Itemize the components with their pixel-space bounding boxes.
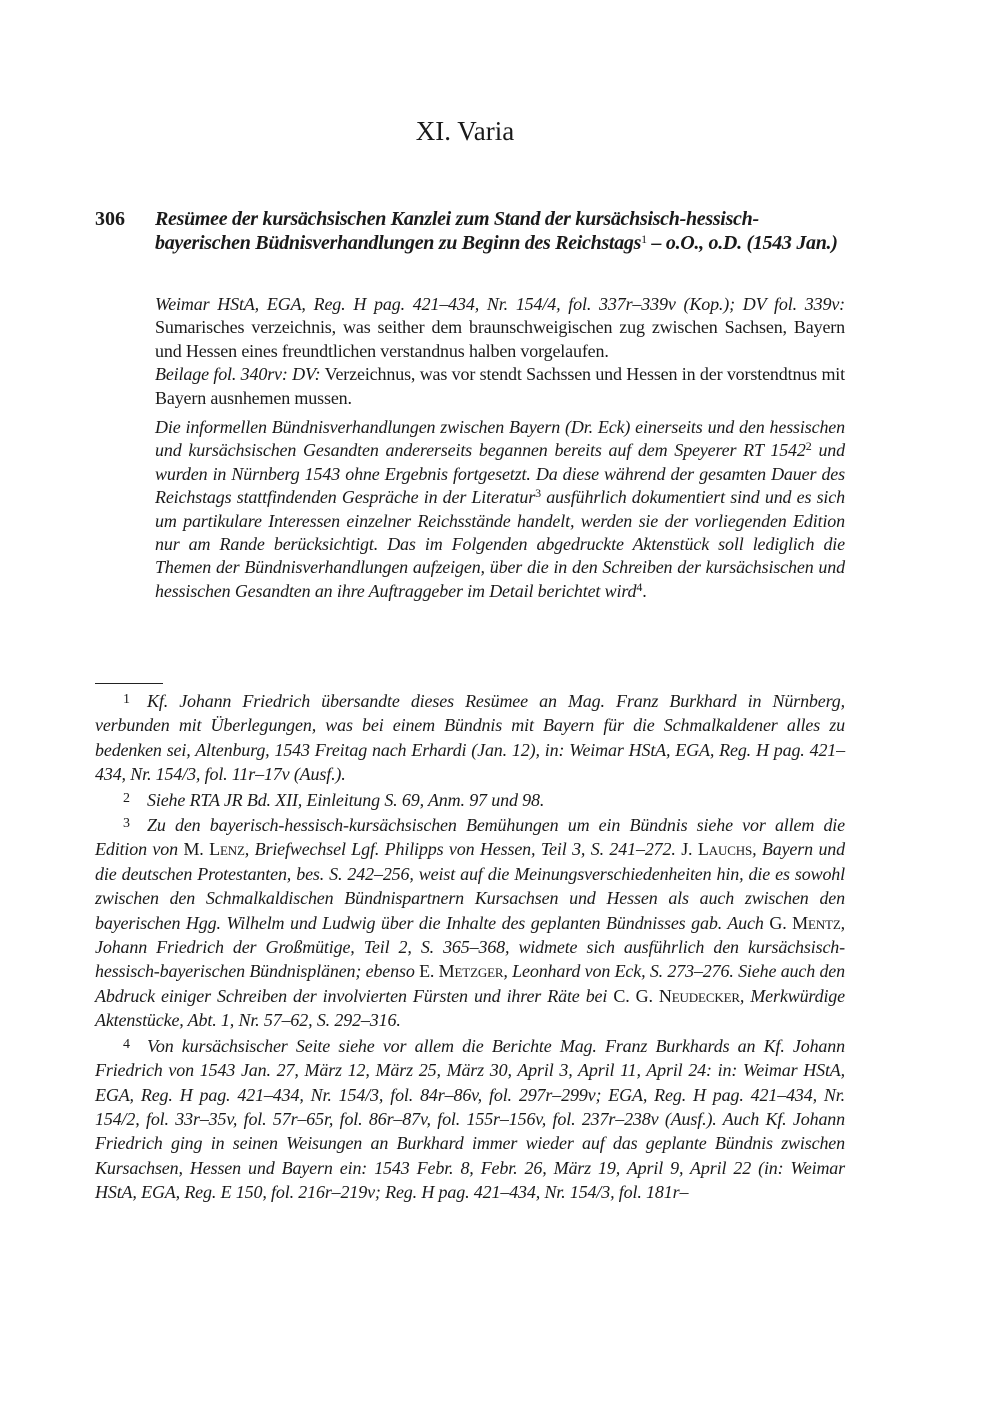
footnote-text: C. G. — [613, 985, 659, 1006]
footnote-text: , Leonhard von Eck, S. 273–276. Siehe auch den Abdruck einiger Schreiben der involvierten Fürsten und ihrer Räte bei — [95, 961, 845, 1006]
beilage-reference — [155, 363, 845, 410]
footnote-text: G. — [769, 912, 793, 933]
title-place-date: – o.O., o.D. (1543 Jan.) — [646, 232, 838, 254]
footnote — [95, 787, 845, 812]
author-name: Lauchs — [697, 839, 753, 860]
title-text: Resümee der kursächsischen Kanzlei zum Stand der kursächsisch-hessisch-bayerischen Büdnisverhandlungen zu Beginn des Reichstags — [155, 208, 759, 254]
footnote-ref[interactable]: 2 — [805, 439, 812, 454]
source-description: Sumarisches verzeichnis, was seither dem braunschweigischen zug zwischen Sachsen, Bayern und Hessen eines freundtlichen verstandnus halben vorgelaufen. — [155, 317, 845, 361]
footnote-number: 4 — [123, 1036, 130, 1052]
intro-text: und wurden in Nürnberg 1543 ohne Ergebnis fortgesetzt. Da diese während der gesamten Dauer des Reichstags stattfindenden Gespräche in der Literatur — [155, 440, 845, 508]
footnote — [95, 688, 845, 787]
footnote-ref[interactable]: 1 — [641, 232, 647, 246]
footnote-text: E. — [419, 961, 439, 982]
author-name: Metzger — [438, 961, 504, 982]
footnote-number: 1 — [123, 692, 130, 707]
source-reference — [155, 293, 845, 363]
footnote-text: , Bayern und die deutschen Protestanten, bes. S. 242–256, weist auf die Meinungsverschiedenheiten hin, die es sowohl zwischen den Schmalkaldischen Bündnispartnern Kursachsen und Hessen als auch zwischen den bayerischen Hgg. Wilhelm und Ludwig über die Inhalte des geplanten Bündnisses gab. Auch — [95, 839, 845, 933]
footnote-text: M. — [183, 839, 210, 860]
source-archive: Weimar HStA, EGA, Reg. H pag. 421–434, Nr. 154/4, fol. 337r–339v (Kop.); DV fol. 339v: — [155, 294, 845, 314]
footnote-text: Zu den bayerisch-hessisch-kursächsischen Bemühungen um ein Bündnis siehe vor allem die Edition von — [95, 815, 845, 860]
footnote-number: 3 — [123, 816, 130, 832]
footnote-text: Von kursächsischer Seite siehe vor allem die Berichte Mag. Franz Burkhards an Kf. Johann Friedrich von 1543 Jan. 27, März 12, März 25, März 30, April 3, April 11, April 24: in: Weimar HStA, EGA, Reg. H pag. 421–434, Nr. 154/3, fol. 84r–86v, fol. 297r–299v; EGA, Reg. H pag. 421–434, Nr. 154/2, fol. 33r–35v, fol. 57r–65r, fol. 86r–87v, fol. 155r–156v, fol. 237r–238v (Ausf.). Auch Kf. Johann Friedrich ging in seinen Weisungen an Burkhard immer wieder auf das geplante Bündnis zwischen Kursachsen, Hessen und Bayern ein: 1543 Febr. 8, Febr. 26, März 19, April 9, April 22 (in: Weimar HStA, EGA, Reg. E 150, fol. 216r–219v; Reg. H pag. 421–434, Nr. 154/3, fol. 181r– — [95, 1035, 845, 1203]
footnote-text: Kf. Johann Friedrich übersandte dieses Resümee an Mag. Franz Burkhard in Nürnberg, verbunden mit Überlegungen, was bei einem Bündnis mit Bayern für die Schmalkaldener alles zu bedenken sei, Altenburg, 1543 Freitag nach Erhardi (Jan. 12), in: Weimar HStA, EGA, Reg. H pag. 421–434, Nr. 154/3, fol. 11r–17v (Ausf.). — [95, 691, 845, 785]
footnote — [95, 1033, 845, 1205]
document-heading — [95, 207, 845, 255]
introduction — [155, 416, 845, 603]
intro-text: ausführlich dokumentiert sind und es sich um partikulare Interessen einzelner Reichsstände handelt, werden sie der vorliegenden Edition nur am Rande berücksichtigt. Das im Folgenden abgedruckte Aktenstück soll lediglich die Themen der Bündnisverhandlungen aufzeigen, über die in den Schreiben der kursächsischen und hessischen Gesandten an ihre Auftraggeber im Detail berichtet wird — [155, 487, 845, 601]
footnote-ref[interactable]: 4 — [636, 579, 643, 594]
document-preamble — [155, 293, 845, 603]
author-name: Lenz — [209, 839, 245, 860]
footnote-separator — [95, 683, 163, 684]
beilage-archive: Beilage fol. 340rv: DV: — [155, 364, 321, 385]
footnote-text: Siehe RTA JR Bd. XII, Einleitung S. 69, Anm. 97 und 98. — [147, 789, 545, 810]
footnote-number: 2 — [123, 790, 130, 806]
document-number: 306 — [95, 208, 125, 230]
intro-text: Die informellen Bündnisverhandlungen zwischen Bayern (Dr. Eck) einerseits und den hessischen und kursächsischen Gesandten andererseits begannen bereits auf dem Speyerer RT 1542 — [155, 417, 845, 461]
footnote — [95, 812, 845, 1033]
footnote-text: , Merkwürdige Aktenstücke, Abt. 1, Nr. 57–62, S. 292–316. — [95, 985, 845, 1031]
author-name: Mentz — [792, 912, 841, 933]
footnote-text: , Briefwechsel Lgf. Philipps von Hessen, Teil 3, S. 241–272. — [244, 839, 682, 860]
footnote-ref[interactable]: 3 — [535, 486, 541, 501]
footnote-text: J. — [681, 839, 698, 860]
chapter-title: XI. Varia — [415, 116, 515, 146]
document-title — [155, 207, 845, 255]
author-name: Neudecker — [658, 985, 740, 1006]
footnotes — [95, 688, 845, 1205]
footnote-text: , Johann Friedrich der Großmütige, Teil 2, S. 365–368, widmete sich ausführlich den kursächsisch-hessisch-bayerischen Bündnisplänen; ebenso — [95, 912, 845, 982]
intro-text: . — [642, 580, 647, 601]
beilage-description: Verzeichnus, was vor stendt Sachssen und Hessen in der vorstendtnus mit Bayern ausnhemen mussen. — [155, 364, 845, 408]
